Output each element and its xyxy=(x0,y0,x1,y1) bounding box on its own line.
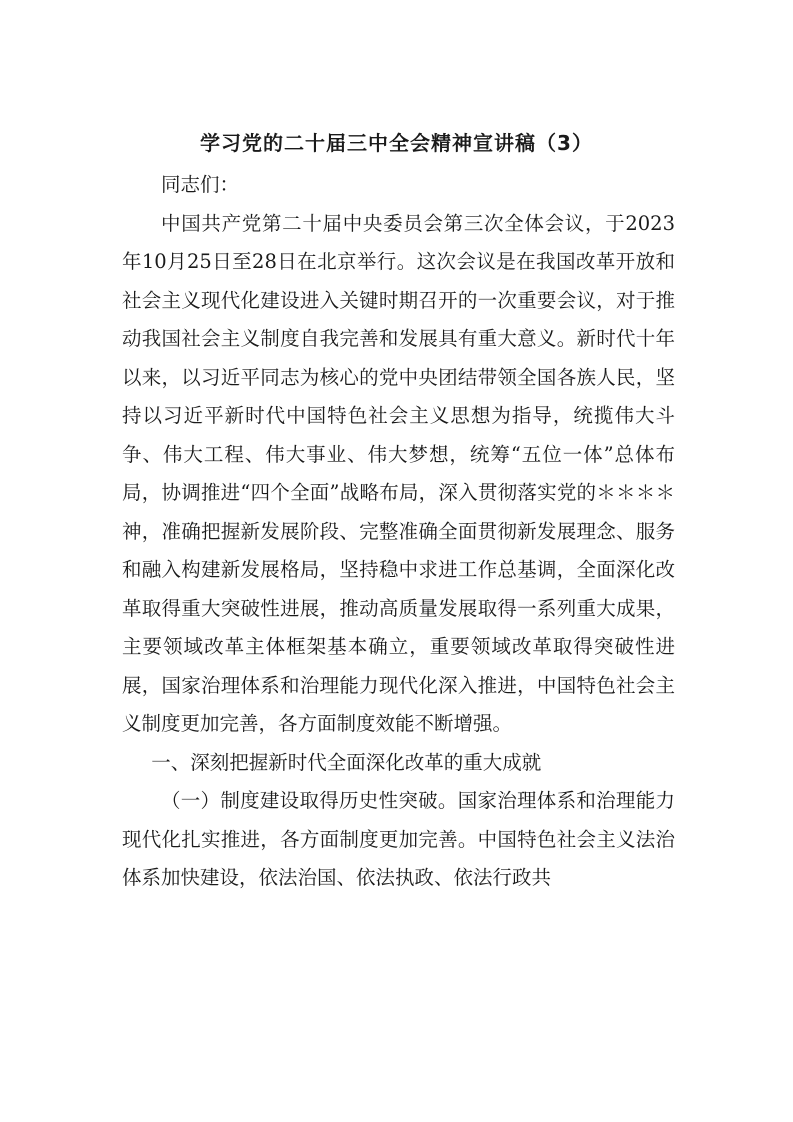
document-title: 学习党的二十届三中全会精神宣讲稿（3） xyxy=(200,131,593,155)
paragraph-subsection-1: （一）制度建设取得历史性突破。国家治理体系和治理能力现代化扎实推进，各方面制度更加完善。中国特色社会主义法治体系加快建设，依法治国、依法执政、依法行政共 xyxy=(122,789,675,889)
salutation: 同志们： xyxy=(161,173,240,196)
paragraph-intro: 中国共产党第二十届中央委员会第三次全体会议，于2023年10月25日至28日在北京举行。这次会议是在我国改革开放和社会主义现代化建设进入关键时期召开的一次重要会议，对于推动我国社会主义制度自我完善和发展具有重大意义。新时代十年以来，以习近平同志为核心的党中央团结带领全国各族人民，坚持以习近平新时代中国特色社会主义思想为指导，统揽伟大斗争、伟大工程、伟大事业、伟大梦想，统筹“五位一体”总体布局，协调推进“四个全面”战略布局，深入贯彻落实党的＊＊＊＊神，准确把握新发展阶段、完整准确全面贯彻新发展理念、服务和融入构建新发展格局，坚持稳中求进工作总基调，全面深化改革取得重大突破性进展，推动高质量发展取得一系列重大成果，主要领域改革主体框架基本确立，重要领域改革取得突破性进展，国家治理体系和治理能力现代化深入推进，中国特色社会主义制度更加完善，各方面制度效能不断增强。 xyxy=(122,211,675,735)
document-body xyxy=(122,166,675,898)
section-heading-1: 一、深刻把握新时代全面深化改革的重大成就 xyxy=(151,750,542,774)
